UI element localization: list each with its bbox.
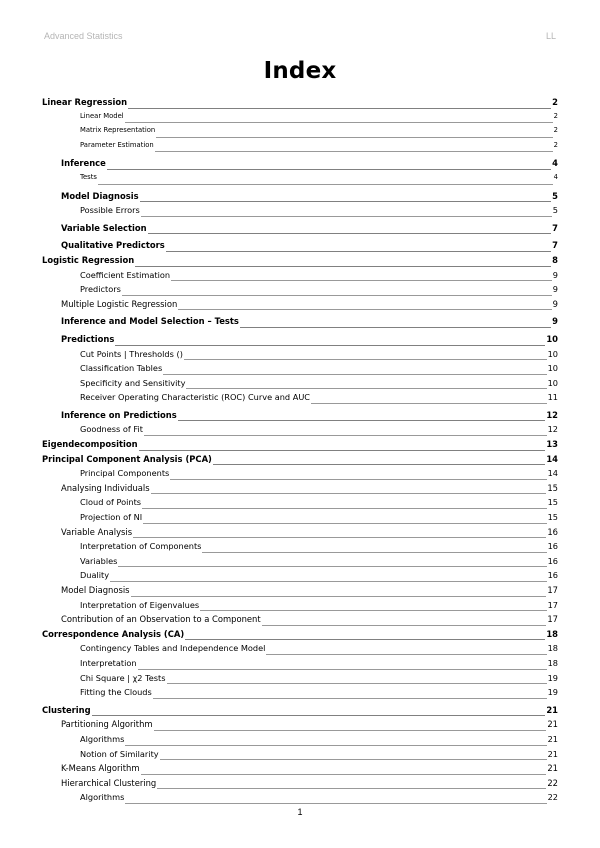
toc-entry-page: 21 bbox=[547, 748, 558, 759]
toc-entry-title: Variable Selection bbox=[61, 222, 147, 233]
toc-entry-title: Specificity and Sensitivity bbox=[80, 377, 186, 388]
toc-entry[interactable] bbox=[42, 570, 558, 585]
toc-entry-page: 7 bbox=[552, 240, 558, 251]
dot-leader bbox=[151, 493, 547, 494]
toc-entry-page: 22 bbox=[547, 792, 558, 803]
dot-leader bbox=[141, 216, 552, 217]
toc-entry-page: 21 bbox=[547, 733, 558, 744]
toc-entry[interactable] bbox=[42, 673, 558, 688]
toc-entry[interactable] bbox=[42, 284, 558, 299]
toc-entry[interactable] bbox=[42, 158, 558, 173]
toc-entry[interactable] bbox=[42, 191, 558, 206]
toc-entry[interactable] bbox=[42, 614, 558, 629]
toc-entry-title: Notion of Similarity bbox=[80, 748, 159, 759]
toc-entry-title: Algorithms bbox=[80, 733, 125, 744]
toc-entry[interactable] bbox=[42, 334, 558, 349]
dot-leader bbox=[143, 523, 546, 524]
toc-entry-page: 10 bbox=[547, 363, 558, 374]
dot-leader bbox=[131, 596, 547, 597]
toc-entry-page: 16 bbox=[547, 570, 558, 581]
running-header-title: Advanced Statistics bbox=[44, 31, 123, 41]
toc-entry-page: 21 bbox=[546, 704, 558, 715]
dot-leader bbox=[240, 327, 551, 328]
toc-entry-title: Fitting the Clouds bbox=[80, 687, 152, 698]
toc-entry-page: 17 bbox=[547, 585, 558, 595]
toc-entry-title: Model Diagnosis bbox=[61, 190, 139, 201]
dot-leader bbox=[139, 450, 546, 451]
dot-leader bbox=[140, 201, 552, 202]
toc-entry-page: 10 bbox=[547, 377, 558, 388]
toc-entry-title: Cut Points | Thresholds () bbox=[80, 348, 183, 359]
toc-entry-page: 17 bbox=[547, 599, 558, 610]
dot-leader bbox=[141, 774, 547, 775]
toc-entry-title: Variable Analysis bbox=[61, 526, 133, 537]
toc-entry-title: Multiple Logistic Regression bbox=[61, 298, 178, 309]
toc-entry-title: Classification Tables bbox=[80, 363, 163, 374]
toc-entry-page: 15 bbox=[547, 497, 558, 508]
dot-leader bbox=[266, 654, 546, 655]
dot-leader bbox=[133, 537, 546, 538]
dot-leader bbox=[118, 566, 546, 567]
toc-entry-title: Hierarchical Clustering bbox=[61, 777, 157, 788]
dot-leader bbox=[170, 479, 546, 480]
toc-entry-page: 14 bbox=[546, 453, 558, 464]
dot-leader bbox=[125, 803, 546, 804]
toc-entry-title: Inference bbox=[61, 158, 106, 169]
page-number: 1 bbox=[297, 807, 303, 817]
toc-entry-title: Model Diagnosis bbox=[61, 585, 130, 595]
dot-leader bbox=[148, 233, 552, 234]
toc-entry-page: 21 bbox=[547, 763, 558, 774]
toc-entry-page: 22 bbox=[547, 777, 558, 788]
toc-entry-page: 11 bbox=[547, 392, 558, 403]
toc-entry[interactable] bbox=[42, 483, 558, 498]
toc-entry-page: 5 bbox=[552, 205, 558, 216]
toc-entry-title: Principal Component Analysis (PCA) bbox=[42, 453, 212, 464]
toc-entry-page: 9 bbox=[552, 284, 558, 295]
toc-entry-title: Tests bbox=[80, 172, 97, 181]
toc-entry-title: Coefficient Estimation bbox=[80, 269, 171, 280]
toc-entry-title: K-Means Algorithm bbox=[61, 763, 140, 774]
toc-entry-page: 18 bbox=[546, 628, 558, 639]
toc-entry-page: 9 bbox=[552, 298, 558, 309]
dot-leader bbox=[110, 581, 546, 582]
toc-entry-page: 19 bbox=[547, 687, 558, 698]
toc-entry-page: 9 bbox=[552, 316, 558, 327]
toc-entry[interactable] bbox=[42, 497, 558, 512]
toc-entry[interactable] bbox=[42, 255, 558, 270]
toc-entry-title: Interpretation of Eigenvalues bbox=[80, 599, 200, 610]
toc-entry-title: Correspondence Analysis (CA) bbox=[42, 628, 185, 639]
toc-entry-page: 15 bbox=[547, 512, 558, 523]
dot-leader bbox=[122, 295, 552, 296]
toc-entry-page: 2 bbox=[553, 111, 558, 120]
toc-entry-title: Qualitative Predictors bbox=[61, 240, 165, 251]
running-header-initials: LL bbox=[545, 31, 556, 41]
toc-entry[interactable] bbox=[42, 556, 558, 571]
toc-entry-title: Receiver Operating Characteristic (ROC) Curve and AUC bbox=[80, 392, 311, 403]
toc-entry[interactable] bbox=[42, 643, 558, 658]
toc-entry[interactable] bbox=[42, 205, 558, 220]
toc-entry[interactable] bbox=[42, 687, 558, 702]
toc-entry-page: 18 bbox=[547, 643, 558, 654]
toc-entry-title: Duality bbox=[80, 570, 110, 581]
dot-leader bbox=[115, 345, 545, 346]
toc-entry-title: Interpretation of Components bbox=[80, 541, 202, 552]
dot-leader bbox=[202, 552, 546, 553]
toc-entry-page: 19 bbox=[547, 672, 558, 683]
dot-leader bbox=[138, 669, 547, 670]
dot-leader bbox=[156, 137, 552, 138]
toc-entry-page: 2 bbox=[552, 97, 558, 107]
toc-entry-title: Interpretation bbox=[80, 657, 137, 668]
dot-leader bbox=[262, 625, 547, 626]
toc-entry-page: 9 bbox=[552, 269, 558, 280]
toc-entry[interactable] bbox=[42, 240, 558, 255]
toc-entry-title: Linear Regression bbox=[42, 97, 128, 107]
toc-entry-page: 10 bbox=[546, 333, 558, 344]
toc-entry[interactable] bbox=[42, 527, 558, 542]
toc-entry[interactable] bbox=[42, 299, 558, 314]
dot-leader bbox=[135, 266, 551, 267]
toc-entry[interactable] bbox=[42, 734, 558, 749]
dot-leader bbox=[160, 759, 547, 760]
toc-entry[interactable] bbox=[42, 705, 558, 720]
toc-entry-title: Clustering bbox=[42, 704, 91, 715]
toc-entry[interactable] bbox=[42, 316, 558, 331]
dot-leader bbox=[171, 280, 552, 281]
dot-leader bbox=[125, 745, 546, 746]
toc-entry[interactable] bbox=[42, 424, 558, 439]
toc-entry-page: 15 bbox=[547, 482, 558, 493]
toc-entry-page: 14 bbox=[547, 468, 558, 479]
toc-entry-page: 16 bbox=[547, 555, 558, 566]
toc-entry[interactable] bbox=[42, 658, 558, 673]
dot-leader bbox=[163, 374, 546, 375]
dot-leader bbox=[166, 251, 551, 252]
toc-entry-title: Chi Square | χ2 Tests bbox=[80, 672, 166, 683]
toc-entry[interactable] bbox=[42, 585, 558, 600]
toc-entry[interactable] bbox=[42, 349, 558, 364]
toc-entry[interactable] bbox=[42, 749, 558, 764]
toc-entry-title: Inference and Model Selection – Tests bbox=[61, 316, 239, 327]
toc-entry-title: Parameter Estimation bbox=[80, 140, 154, 149]
toc-entry-title: Contribution of an Observation to a Component bbox=[61, 614, 261, 625]
toc-entry-title: Projection of NI bbox=[80, 512, 143, 523]
toc-entry-title: Cloud of Points bbox=[80, 497, 142, 508]
toc-entry[interactable] bbox=[42, 392, 558, 407]
toc-entry-page: 21 bbox=[547, 719, 558, 730]
toc-entry-page: 8 bbox=[552, 254, 558, 265]
toc-entry-page: 7 bbox=[552, 222, 558, 233]
dot-leader bbox=[142, 508, 547, 509]
dot-leader bbox=[125, 122, 553, 123]
dot-leader bbox=[178, 420, 546, 421]
dot-leader bbox=[128, 108, 551, 109]
toc-entry[interactable] bbox=[42, 112, 558, 127]
toc-entry-title: Predictions bbox=[61, 333, 115, 344]
toc-entry[interactable] bbox=[42, 468, 558, 483]
toc-entry[interactable] bbox=[42, 792, 558, 807]
toc-entry-title: Partitioning Algorithm bbox=[61, 719, 153, 730]
toc-entry[interactable] bbox=[42, 223, 558, 238]
dot-leader bbox=[184, 359, 547, 360]
dot-leader bbox=[167, 683, 547, 684]
dot-leader bbox=[98, 184, 553, 185]
toc-entry-title: Analysing Individuals bbox=[61, 482, 150, 493]
dot-leader bbox=[178, 309, 551, 310]
dot-leader bbox=[153, 698, 547, 699]
toc-entry-title: Inference on Predictions bbox=[61, 409, 177, 420]
toc-entry-page: 18 bbox=[547, 657, 558, 668]
toc-entry[interactable] bbox=[42, 600, 558, 615]
toc-entry[interactable] bbox=[42, 763, 558, 778]
toc-entry-title: Matrix Representation bbox=[80, 126, 156, 135]
toc-entry-title: Possible Errors bbox=[80, 205, 140, 216]
dot-leader bbox=[107, 169, 551, 170]
toc-entry-page: 16 bbox=[547, 541, 558, 552]
toc-entry-title: Logistic Regression bbox=[42, 254, 135, 265]
toc-entry-page: 2 bbox=[553, 126, 558, 135]
toc-entry[interactable] bbox=[42, 363, 558, 378]
toc-entry[interactable] bbox=[42, 719, 558, 734]
toc-entry[interactable] bbox=[42, 439, 558, 454]
dot-leader bbox=[213, 464, 545, 465]
toc-entry[interactable] bbox=[42, 141, 558, 156]
toc-entry-page: 2 bbox=[553, 140, 558, 149]
toc-entry-title: Predictors bbox=[80, 284, 121, 295]
toc-entry-page: 10 bbox=[547, 348, 558, 359]
toc-entry-title: Algorithms bbox=[80, 792, 125, 803]
toc-entry-title: Eigendecomposition bbox=[42, 439, 138, 450]
toc-entry[interactable] bbox=[42, 454, 558, 469]
page-title: Index bbox=[263, 58, 337, 84]
toc-entry-page: 12 bbox=[546, 409, 558, 420]
dot-leader bbox=[144, 435, 547, 436]
table-of-contents bbox=[42, 97, 558, 807]
toc-entry-page: 5 bbox=[552, 190, 558, 201]
dot-leader bbox=[200, 610, 546, 611]
dot-leader bbox=[186, 388, 546, 389]
toc-entry[interactable] bbox=[42, 629, 558, 644]
toc-entry-page: 16 bbox=[547, 526, 558, 537]
dot-leader bbox=[311, 403, 547, 404]
dot-leader bbox=[185, 639, 545, 640]
dot-leader bbox=[92, 715, 546, 716]
toc-entry[interactable] bbox=[42, 778, 558, 793]
toc-entry-title: Linear Model bbox=[80, 111, 124, 120]
toc-entry[interactable] bbox=[42, 270, 558, 285]
toc-entry[interactable] bbox=[42, 410, 558, 425]
toc-entry[interactable] bbox=[42, 173, 558, 188]
dot-leader bbox=[155, 151, 553, 152]
toc-entry-page: 4 bbox=[553, 172, 558, 181]
toc-entry-title: Principal Components bbox=[80, 468, 170, 479]
toc-entry-title: Contingency Tables and Independence Model bbox=[80, 643, 266, 654]
toc-entry-page: 17 bbox=[547, 614, 558, 625]
toc-entry[interactable] bbox=[42, 378, 558, 393]
toc-entry[interactable] bbox=[42, 126, 558, 141]
toc-entry-page: 13 bbox=[546, 439, 558, 450]
toc-entry[interactable] bbox=[42, 512, 558, 527]
toc-entry-title: Variables bbox=[80, 555, 118, 566]
toc-entry[interactable] bbox=[42, 541, 558, 556]
toc-entry-page: 4 bbox=[552, 158, 558, 169]
toc-entry-page: 12 bbox=[547, 424, 558, 435]
dot-leader bbox=[154, 730, 547, 731]
toc-entry[interactable] bbox=[42, 97, 558, 112]
dot-leader bbox=[157, 788, 546, 789]
toc-entry-title: Goodness of Fit bbox=[80, 424, 144, 435]
